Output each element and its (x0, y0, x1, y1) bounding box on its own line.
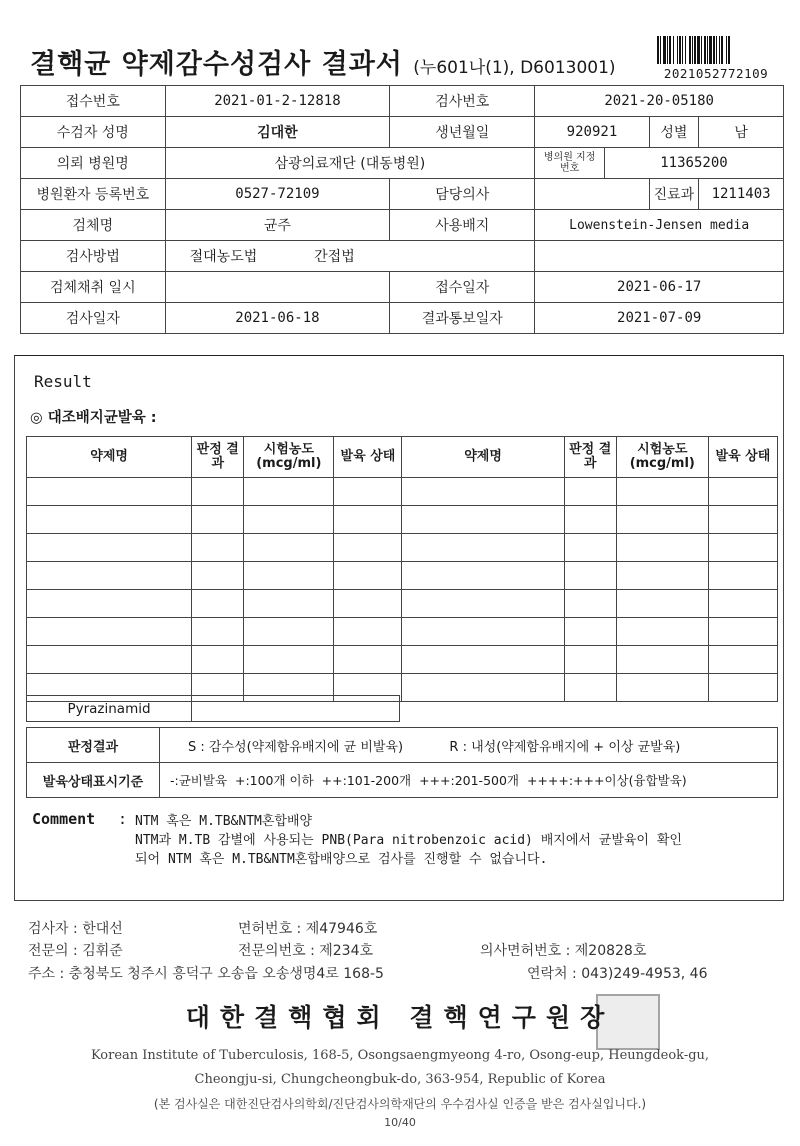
col-drug-name-2: 약제명 (402, 437, 564, 478)
receive-date-label: 접수일자 (390, 272, 535, 303)
report-date-label: 결과통보일자 (390, 303, 535, 334)
comment-label: Comment (32, 810, 96, 828)
row-hospital (21, 148, 784, 179)
method-absolute: 절대농도법 (189, 249, 258, 265)
collect-date (165, 272, 390, 303)
organization-name: 대한결핵협회 결핵연구원장 (185, 1003, 615, 1032)
legend-judgement-row (27, 728, 778, 763)
row-dates-1 (21, 272, 784, 303)
method-indirect: 간접법 (314, 249, 355, 265)
patient-info-table (20, 85, 784, 334)
table-row (27, 534, 778, 562)
table-row (27, 618, 778, 646)
birth-date: 920921 (535, 117, 649, 148)
barcode (657, 36, 775, 81)
test-no: 2021-20-05180 (535, 86, 784, 117)
judgement-values (160, 728, 778, 763)
hospital-label: 의뢰 병원명 (21, 148, 166, 179)
hospital-code-label: 병의원 지정번호 (535, 148, 605, 179)
method-values (165, 241, 535, 272)
judgement-s: S : 감수성(약제함유배지에 균 비발육) (188, 739, 404, 755)
table-row (27, 646, 778, 674)
col-judgement-2: 판정 결과 (564, 437, 616, 478)
row-receipt (21, 86, 784, 117)
growth-criteria: -:균비발육 +:100개 이하 ++:101-200개 +++:201-500개 ++++:+++이상(융합발육) (160, 763, 778, 798)
test-date: 2021-06-18 (165, 303, 390, 334)
table-row (27, 506, 778, 534)
pyrazinamide-row (26, 695, 400, 722)
barcode-bars (657, 36, 775, 64)
address-en-line-2: Cheongju-si, Chungcheongbuk-do, 363-954, Republic of Korea (194, 1072, 606, 1087)
receipt-no: 2021-01-2-12818 (165, 86, 390, 117)
license-no: 면허번호 : 제47946호 (238, 921, 378, 937)
drug-table-header (27, 437, 778, 478)
method-empty (535, 241, 784, 272)
test-date-label: 검사일자 (21, 303, 166, 334)
row-registration (21, 179, 784, 210)
address: 주소 : 충청북도 청주시 흥덕구 오송읍 오송생명4로 168-5 (28, 966, 384, 982)
barcode-bar (730, 36, 731, 64)
row-dates-2 (21, 303, 784, 334)
col-concentration: 시험농도 (mcg/ml) (244, 437, 334, 478)
test-no-label: 검사번호 (390, 86, 535, 117)
method-label: 검사방법 (21, 241, 166, 272)
page-number: 10/40 (384, 1116, 416, 1129)
sex-value: 남 (699, 117, 784, 148)
comment-colon: : (118, 810, 128, 828)
sex-label: 성별 (649, 117, 699, 148)
result-label: Result (34, 372, 92, 391)
comment-line-1: NTM 혹은 M.TB&NTM혼합배양 (135, 814, 313, 829)
dept-code: 1211403 (699, 179, 784, 210)
examiner: 검사자 : 한대선 (28, 921, 123, 937)
judgement-r: R : 내성(약제함유배지에 + 이상 균발육) (449, 739, 681, 755)
drug-result-table (26, 436, 778, 702)
col-growth-2: 발육 상태 (708, 437, 777, 478)
patient-name: 김대한 (165, 117, 390, 148)
title-text: 결핵균 약제감수성검사 결과서 (30, 49, 403, 80)
hospital-code: 11365200 (604, 148, 783, 179)
legend-table (26, 727, 778, 798)
doctor-name (535, 179, 649, 210)
comment-line-2: NTM과 M.TB 감별에 사용되는 PNB(Para nitrobenzoic acid) 배지에서 균발육이 확인 (135, 833, 682, 848)
medium-name: Lowenstein-Jensen media (535, 210, 784, 241)
specialist: 전문의 : 김휘준 (28, 943, 123, 959)
col-growth: 발육 상태 (334, 437, 402, 478)
row-specimen (21, 210, 784, 241)
table-row (27, 590, 778, 618)
receive-date: 2021-06-17 (535, 272, 784, 303)
barcode-number: 2021052772109 (663, 66, 769, 81)
receipt-no-label: 접수번호 (21, 86, 166, 117)
comment-line-3: 되어 NTM 혹은 M.TB&NTM혼합배양으로 검사를 진행할 수 없습니다. (135, 852, 548, 867)
specialist-no: 전문의번호 : 제234호 (238, 943, 374, 959)
col-drug-name: 약제명 (27, 437, 192, 478)
document-title (30, 42, 616, 81)
specimen-label: 검체명 (21, 210, 166, 241)
dept-label: 진료과 (649, 179, 699, 210)
pyrazinamide-value (192, 696, 400, 722)
col-judgement: 판정 결과 (192, 437, 244, 478)
col-concentration-2: 시험농도 (mcg/ml) (616, 437, 708, 478)
growth-label: 발육상태표시기준 (27, 763, 160, 798)
medium-label: 사용배지 (390, 210, 535, 241)
table-row (27, 562, 778, 590)
patient-name-label: 수검자 성명 (21, 117, 166, 148)
report-date: 2021-07-09 (535, 303, 784, 334)
collect-date-label: 검체채취 일시 (21, 272, 166, 303)
control-growth-heading: ◎ 대조배지균발육 : (30, 410, 157, 426)
certification-note: (본 검사실은 대한진단검사의학회/진단검사의학재단의 우수검사실 인증을 받은 검사실입니다.) (153, 1097, 647, 1111)
patient-reg-no: 0527-72109 (165, 179, 390, 210)
contact: 연락처 : 043)249-4953, 46 (527, 966, 708, 982)
pyrazinamide-label: Pyrazinamid (27, 696, 192, 722)
row-patient (21, 117, 784, 148)
doctor-label: 담당의사 (390, 179, 535, 210)
specimen-name: 균주 (165, 210, 390, 241)
patient-reg-label: 병원환자 등록번호 (21, 179, 166, 210)
address-en-line-1: Korean Institute of Tuberculosis, 168-5, Osongsaengmyeong 4-ro, Osong-eup, Heungdeok-gu, (90, 1048, 710, 1063)
birth-label: 생년월일 (390, 117, 535, 148)
hospital-name: 삼광의료재단 (대동병원) (165, 148, 535, 179)
row-method (21, 241, 784, 272)
doctor-license: 의사면허번호 : 제20828호 (480, 943, 647, 959)
judgement-label: 판정결과 (27, 728, 160, 763)
title-code: (누601나(1), D6013001) (413, 58, 616, 78)
table-row (27, 478, 778, 506)
legend-growth-row (27, 763, 778, 798)
